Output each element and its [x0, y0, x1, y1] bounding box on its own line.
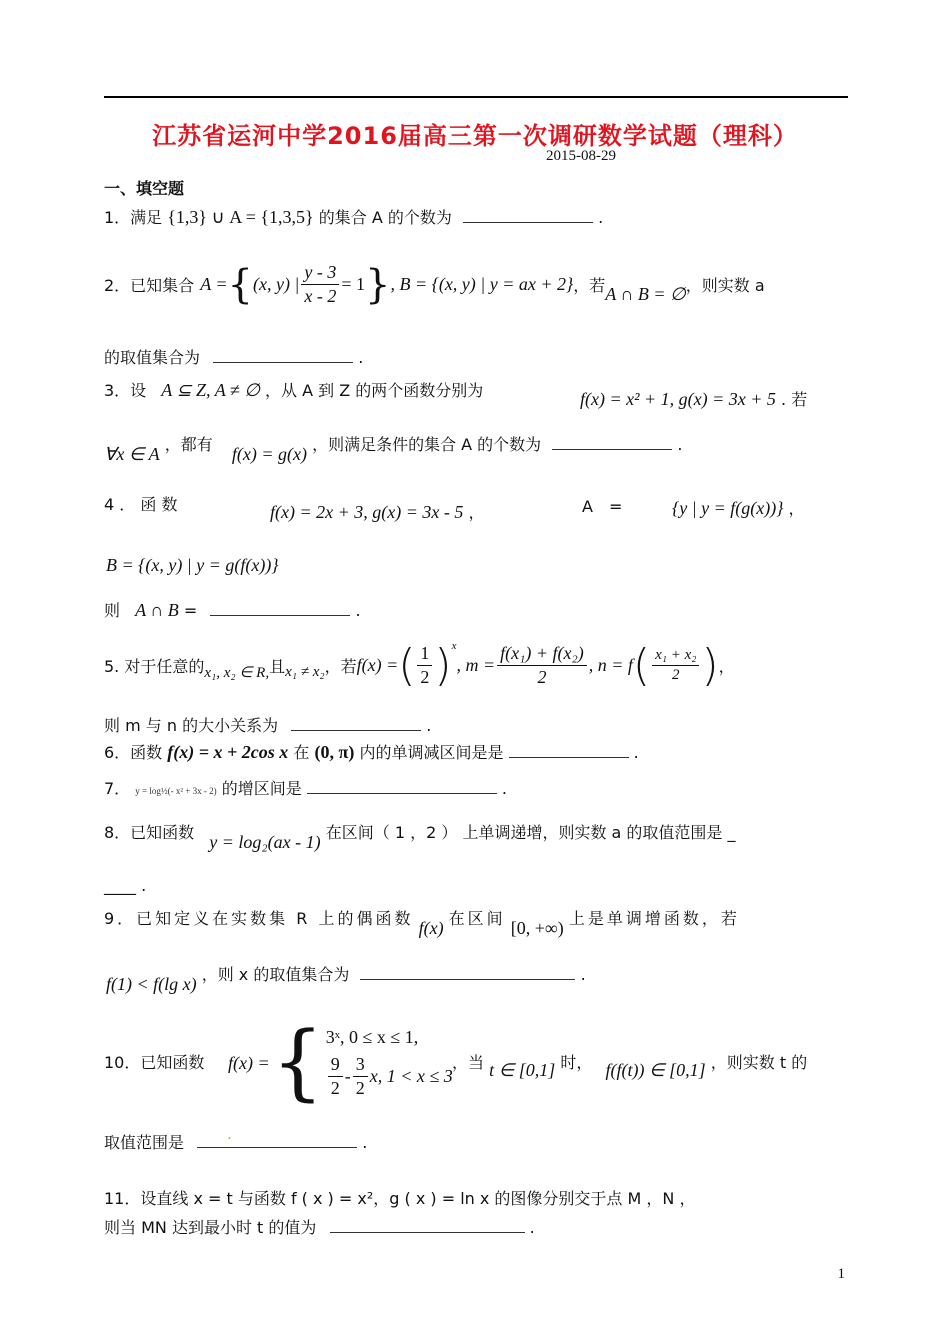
q9-post: 上是单调增函数，若 [568, 909, 740, 928]
q10-line2: 取值范围是 [104, 1133, 185, 1152]
q2-set-b: , B = {(x, y) | y = ax + 2} [390, 274, 574, 294]
q5-n-rparen: ) [701, 640, 719, 691]
page-number: 1 [837, 1266, 845, 1282]
q5-m: , m = [456, 655, 496, 675]
q7-prefix: 7． [104, 779, 131, 798]
question-6 [104, 740, 639, 763]
question-10-cond [452, 1050, 808, 1080]
q5-n-lparen: ( [632, 640, 651, 691]
q5-m-num: f(x₁) + f(x₂) [497, 643, 587, 666]
q10-case1: 3ˣ, 0 ≤ x ≤ 1, [325, 1027, 419, 1047]
q4-math-functions: f(x) = 2x + 3, g(x) = 3x - 5 [270, 502, 464, 522]
answer-blank[interactable] [307, 779, 497, 794]
q5-mid2: ，若 [324, 657, 357, 676]
question-9 [104, 906, 740, 938]
q5-exponent: x [451, 640, 457, 652]
q5-line2: 则 m 与 n 的大小关系为 [104, 716, 279, 735]
q4-line3-prefix: 则 [104, 601, 121, 620]
answer-blank[interactable] [463, 208, 593, 223]
q3-post2: ，则满足条件的集合 A 的个数为 [312, 435, 542, 454]
q1-text: 的集合 A 的个数为 [318, 208, 452, 227]
q5-n: , n = f [588, 655, 633, 675]
q10-c2-frac2-den: 2 [355, 1078, 365, 1098]
header-rule [104, 96, 848, 98]
q2-set-a-elem: (x, y) | [252, 274, 300, 294]
q4-comma: ， [468, 503, 485, 522]
q5-half-den: 2 [420, 667, 430, 687]
q3-end: . [677, 435, 683, 454]
q9-interval: [0, +∞) [510, 918, 564, 938]
question-9-line2 [106, 962, 586, 994]
q7-end: . [501, 779, 508, 798]
q2-denominator: x - 2 [304, 286, 337, 306]
question-2 [104, 262, 765, 307]
q5-rparen: ) [434, 640, 452, 691]
exam-date: 2015-08-29 [546, 148, 616, 164]
q9-fx: f(x) [418, 918, 444, 938]
q2-numerator: y - 3 [301, 262, 339, 285]
q5-half [417, 643, 432, 688]
q10-c2-frac2-num: 3 [353, 1054, 368, 1077]
question-5 [104, 640, 735, 691]
question-5-line2 [104, 713, 431, 736]
question-1 [104, 205, 603, 228]
question-11-line2 [104, 1215, 535, 1238]
q2-eq: = 1 [341, 274, 366, 294]
answer-blank[interactable] [210, 601, 350, 616]
q6-math: f(x) = x + 2cos x [167, 742, 289, 762]
q10-mid: ，当 [452, 1053, 485, 1072]
q10-end: . [362, 1133, 368, 1152]
q2-fraction [301, 262, 339, 307]
q10-f: f(x) = [228, 1052, 270, 1073]
q6-post: 内的单调减区间是是 [359, 743, 504, 762]
answer-blank[interactable] [197, 1127, 357, 1148]
q10-cases [326, 1027, 453, 1099]
q10-c2-frac1-num: 9 [328, 1054, 343, 1077]
question-4-line3 [104, 598, 361, 621]
q5-n-num: x₁ + x₂ [652, 647, 699, 666]
q2-set-a-label: A = [200, 274, 228, 294]
question-4 [104, 492, 177, 515]
answer-blank[interactable] [552, 435, 672, 450]
question-3-functions [580, 387, 807, 410]
q5-f: f(x) = [356, 655, 399, 675]
question-10-piecewise [228, 1015, 453, 1110]
q2-open-brace: { [227, 261, 253, 308]
question-4-set-b [106, 555, 279, 576]
question-7 [104, 776, 507, 799]
q9-post2: ，则 x 的取值集合为 [201, 965, 350, 984]
q4-intersection: A ∩ B [135, 600, 179, 620]
question-2-line2 [104, 345, 363, 368]
q6-end: . [633, 743, 639, 762]
q7-math: y = log½(- x² + 3x - 2) [135, 786, 217, 796]
answer-blank[interactable] [213, 348, 353, 363]
q4-prefix: 4 ． 函 数 [104, 495, 178, 514]
q1-prefix: 1．满足 [104, 208, 163, 227]
q2-line2-text: 的取值集合为 [104, 348, 201, 367]
q3-post: . 若 [781, 390, 808, 409]
q2-end: . [358, 348, 364, 367]
q3-math-a: A ⊆ Z, A ≠ ∅ [161, 380, 260, 400]
q10-c2-rest: x, 1 < x ≤ 3 [369, 1066, 453, 1086]
section-heading: 一、填空题 [104, 179, 185, 198]
q10-fft: f(f(t)) ∈ [0,1] [605, 1060, 706, 1080]
answer-blank[interactable] [509, 743, 629, 758]
question-4-functions [270, 500, 484, 523]
question-10-prefix [104, 1050, 204, 1073]
q7-post: 的增区间是 [221, 779, 302, 798]
q10-prefix: 10．已知函数 [104, 1053, 205, 1072]
answer-blank[interactable] [360, 965, 575, 980]
q10-mid2: 时， [560, 1053, 593, 1072]
q11-line2: 则当 MN 达到最小时 t 的值为 [104, 1218, 317, 1237]
q5-vars: x₁, x₂ ∈ R, [204, 665, 270, 681]
q4-set-a: {y | y = f(g(x))} [672, 498, 784, 518]
q10-c2-frac1-den: 2 [330, 1078, 340, 1098]
q5-n-frac [652, 647, 699, 684]
q10-case2 [326, 1054, 453, 1099]
q4-set-b: B = {(x, y) | y = g(f(x))} [106, 555, 279, 575]
q5-m-den: 2 [537, 667, 547, 687]
q10-dot: . [227, 1127, 232, 1143]
question-8 [104, 820, 736, 852]
question-3-line2 [104, 432, 683, 464]
q8-line2: ____ . [104, 876, 147, 895]
q3-mid2: ，都有 [164, 435, 213, 454]
question-10-line2 [104, 1127, 368, 1153]
q5-lparen: ( [398, 640, 416, 691]
q4-a-label: A = [582, 497, 623, 516]
q9-mid: 在区间 [448, 909, 506, 928]
q2-mid: ，若 [573, 276, 606, 295]
q5-mid: 且 [269, 657, 286, 676]
q8-prefix: 8．已知函数 [104, 823, 195, 842]
q2-condition: A ∩ B = ∅ [605, 284, 686, 304]
q4-end: . [355, 601, 361, 620]
q5-end: . [426, 716, 432, 735]
q2-text: ，则实数 a [685, 276, 765, 295]
q3-mid: ，从 A 到 Z 的两个函数分别为 [265, 381, 484, 400]
q9-prefix: 9．已知定义在实数集 R 上的偶函数 [104, 909, 414, 928]
q10-brace: { [271, 1015, 324, 1110]
q3-forall: ∀x ∈ A [104, 444, 160, 464]
q5-m-frac [497, 643, 587, 688]
q6-prefix: 6．函数 [104, 743, 163, 762]
q5-comma: ， [718, 657, 735, 676]
q4-eq: = [183, 601, 198, 620]
q2-close-brace: } [365, 261, 391, 308]
q11-end: . [529, 1218, 535, 1237]
q4-comma2: ， [788, 499, 805, 518]
q9-ineq: f(1) < f(lg x) [106, 974, 197, 994]
q9-end: . [580, 965, 586, 984]
q5-half-num: 1 [417, 643, 432, 666]
q10-c2-frac1 [328, 1054, 343, 1099]
q3-equation: f(x) = g(x) [231, 444, 307, 464]
page-title: 江苏省运河中学2016届高三第一次调研数学试题（理科） [152, 122, 798, 150]
q5-n-den: 2 [672, 667, 680, 683]
q8-post: 在区间（ 1 ，2 ） 上单调递增，则实数 a 的取值范围是 _ [325, 823, 736, 842]
q3-math-functions: f(x) = x² + 1, g(x) = 3x + 5 [580, 389, 776, 409]
q1-end: . [598, 208, 604, 227]
q6-interval: (0, π) [314, 742, 355, 762]
q1-math: {1,3} ∪ A = {1,3,5} [167, 207, 314, 227]
q10-c2-minus: - [344, 1066, 351, 1086]
q10-c2-frac2 [353, 1054, 368, 1099]
q10-t-range: t ∈ [0,1] [489, 1060, 556, 1080]
q5-neq: x₁ ≠ x₂ [285, 664, 325, 680]
question-4-set-a [672, 496, 805, 519]
q10-post: ，则实数 t 的 [710, 1053, 808, 1072]
answer-blank[interactable] [330, 1218, 525, 1233]
question-3 [104, 378, 483, 401]
q11-line1: 11．设直线 x = t 与函数 f ( x ) = x²，g ( x ) = ln x 的图像分别交于点 M ，N ， [104, 1189, 696, 1208]
q8-math: y = log₂(ax - 1) [209, 832, 321, 852]
q5-prefix: 5. 对于任意的 [104, 657, 205, 676]
q6-mid: 在 [293, 743, 310, 762]
q3-prefix: 3．设 [104, 381, 147, 400]
answer-blank[interactable] [291, 716, 421, 731]
q2-prefix: 2．已知集合 [104, 276, 195, 295]
